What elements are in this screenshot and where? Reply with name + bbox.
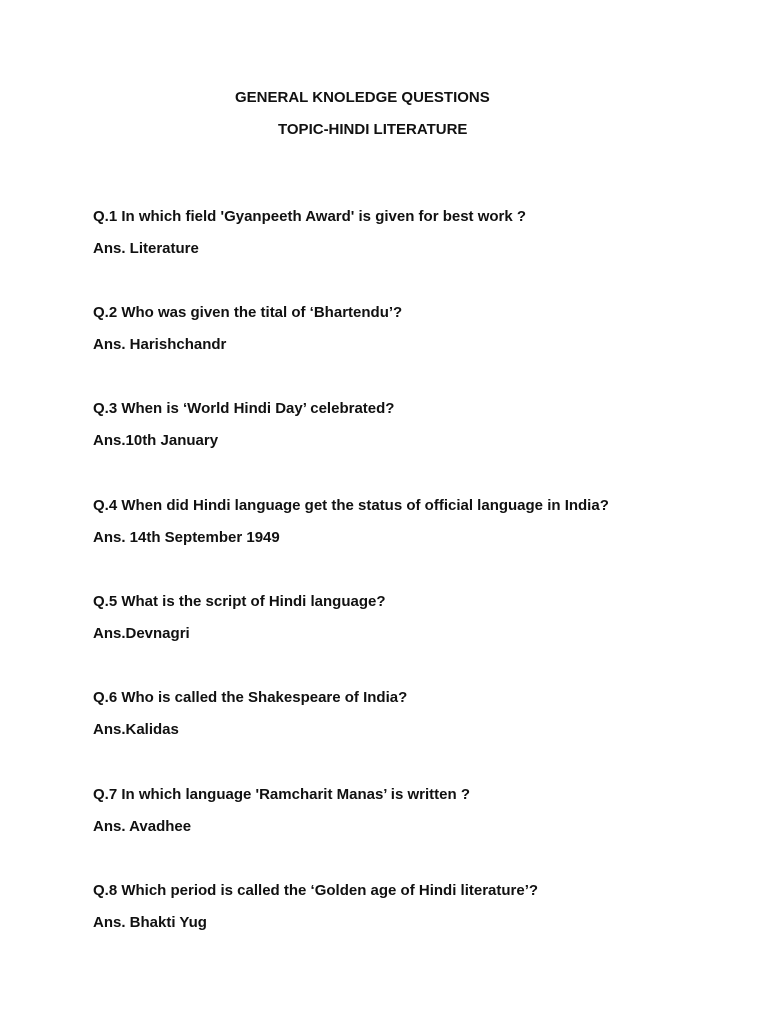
answer-text: Ans.10th January [93,432,219,449]
question-text: Q.3 When is ‘World Hindi Day’ celebrated? [93,400,395,417]
qa-item-6 [93,689,407,739]
question-text: Q.4 When did Hindi language get the status of official language in India? [93,497,609,514]
answer-text: Ans. Bhakti Yug [93,914,207,931]
question-text: Q.5 What is the script of Hindi language? [93,593,386,610]
qa-item-2 [93,304,402,354]
qa-item-1 [93,208,526,258]
question-text: Q.6 Who is called the Shakespeare of India? [93,689,408,706]
answer-text: Ans. Literature [93,240,199,257]
qa-item-3 [93,400,394,450]
qa-item-5 [93,593,386,643]
answer-text: Ans.Devnagri [93,625,190,642]
question-text: Q.1 In which field 'Gyanpeeth Award' is given for best work ? [93,208,527,225]
document-title: GENERAL KNOLEDGE QUESTIONS [235,89,490,106]
qa-item-4 [93,497,609,547]
document-topic: TOPIC-HINDI LITERATURE [278,121,468,138]
question-text: Q.8 Which period is called the ‘Golden age of Hindi literature’? [93,882,539,899]
answer-text: Ans.Kalidas [93,721,179,738]
qa-item-8 [93,882,538,932]
answer-text: Ans. Avadhee [93,818,192,835]
qa-item-7 [93,786,470,836]
question-text: Q.2 Who was given the tital of ‘Bhartendu’? [93,304,403,321]
answer-text: Ans. 14th September 1949 [93,529,280,546]
answer-text: Ans. Harishchandr [93,336,227,353]
question-text: Q.7 In which language 'Ramcharit Manas’ is written ? [93,786,470,803]
